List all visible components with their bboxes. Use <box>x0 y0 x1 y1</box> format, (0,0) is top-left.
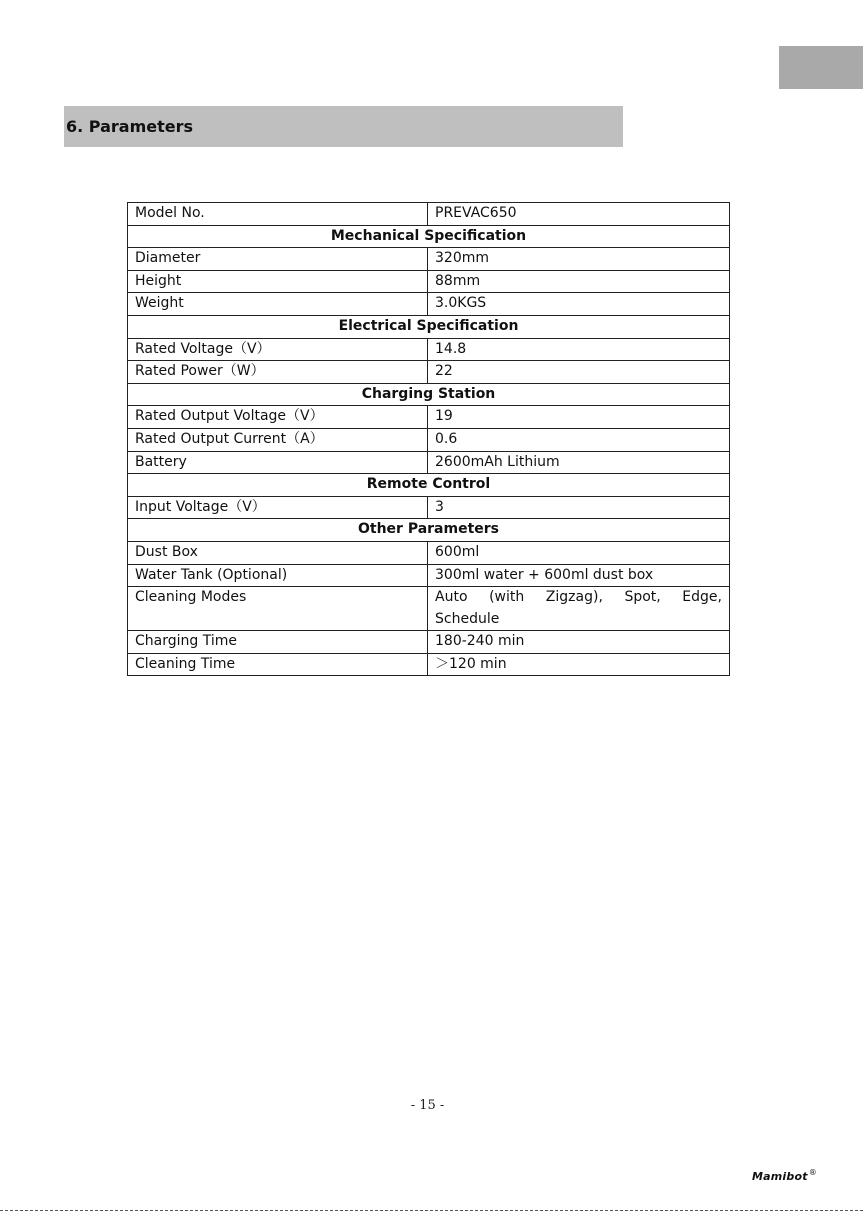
table-row <box>128 293 730 316</box>
param-label: Dust Box <box>128 541 428 564</box>
parameters-table <box>127 202 730 676</box>
table-row <box>128 338 730 361</box>
param-label: Rated Output Current（A） <box>128 428 428 451</box>
param-value: Auto (with Zigzag), Spot, Edge, Schedule <box>428 587 730 631</box>
param-value: PREVAC650 <box>428 203 730 226</box>
param-value: 88mm <box>428 270 730 293</box>
page-number: - 15 - <box>410 1098 445 1113</box>
table-row <box>128 451 730 474</box>
group-heading: Mechanical Specification <box>128 225 730 248</box>
registered-mark: ® <box>808 1168 817 1177</box>
table-row <box>128 631 730 654</box>
param-value: 19 <box>428 406 730 429</box>
group-heading: Other Parameters <box>128 519 730 542</box>
param-label: Height <box>128 270 428 293</box>
param-value: 14.8 <box>428 338 730 361</box>
param-value: 600ml <box>428 541 730 564</box>
table-row <box>128 406 730 429</box>
table-row <box>128 203 730 226</box>
group-heading: Remote Control <box>128 474 730 497</box>
page-bottom-edge <box>0 1210 863 1211</box>
brand-logo <box>752 1170 817 1183</box>
table-group-row <box>128 225 730 248</box>
table-group-row <box>128 474 730 497</box>
param-label: Cleaning Time <box>128 653 428 676</box>
table-row <box>128 496 730 519</box>
param-value: 22 <box>428 361 730 384</box>
param-value: 3 <box>428 496 730 519</box>
table-group-row <box>128 383 730 406</box>
section-header-bar <box>64 106 623 147</box>
param-label: Rated Power（W） <box>128 361 428 384</box>
param-label: Diameter <box>128 248 428 271</box>
param-value: 300ml water + 600ml dust box <box>428 564 730 587</box>
table-row <box>128 587 730 631</box>
group-heading: Charging Station <box>128 383 730 406</box>
table-row <box>128 541 730 564</box>
param-label: Model No. <box>128 203 428 226</box>
section-title: 6. Parameters <box>66 117 193 136</box>
param-value: 3.0KGS <box>428 293 730 316</box>
param-label: Rated Voltage（V） <box>128 338 428 361</box>
table-row <box>128 653 730 676</box>
param-value: 0.6 <box>428 428 730 451</box>
param-label: Input Voltage（V） <box>128 496 428 519</box>
param-label: Battery <box>128 451 428 474</box>
table-row <box>128 248 730 271</box>
table-row <box>128 428 730 451</box>
param-value: 2600mAh Lithium <box>428 451 730 474</box>
chapter-tab-marker <box>779 46 863 89</box>
param-value: 180-240 min <box>428 631 730 654</box>
brand-name: Mamibot <box>752 1170 808 1183</box>
param-label: Weight <box>128 293 428 316</box>
group-heading: Electrical Specification <box>128 315 730 338</box>
table-row <box>128 361 730 384</box>
param-label: Rated Output Voltage（V） <box>128 406 428 429</box>
table-row <box>128 270 730 293</box>
table-row <box>128 564 730 587</box>
table-group-row <box>128 315 730 338</box>
param-value: 320mm <box>428 248 730 271</box>
param-label: Cleaning Modes <box>128 587 428 631</box>
param-label: Charging Time <box>128 631 428 654</box>
table-group-row <box>128 519 730 542</box>
param-label: Water Tank (Optional) <box>128 564 428 587</box>
param-value: ＞120 min <box>428 653 730 676</box>
